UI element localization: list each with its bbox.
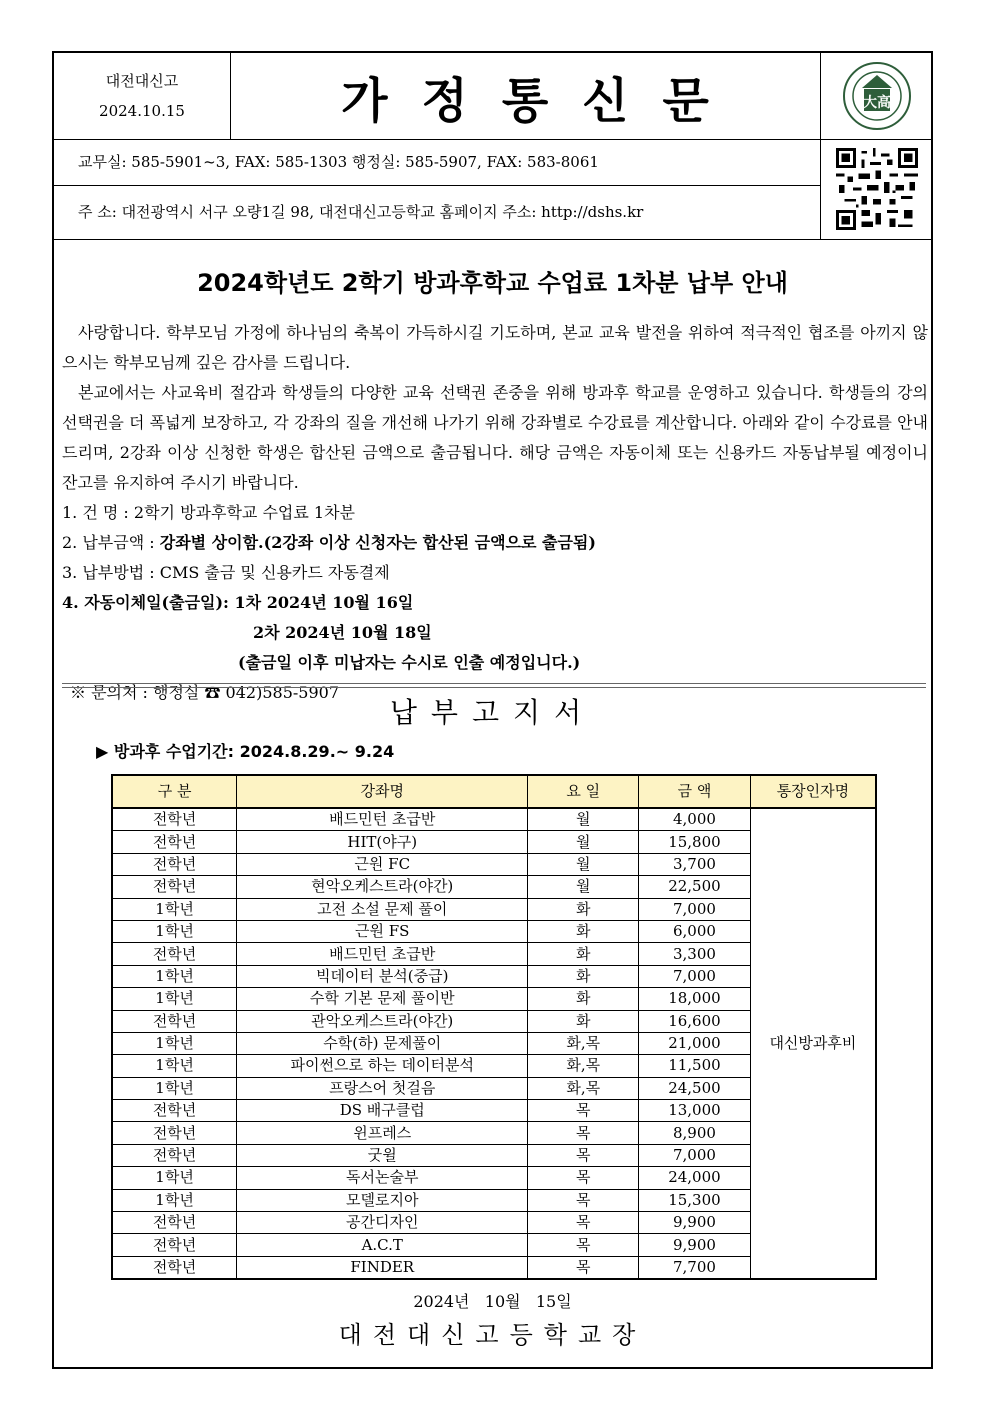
cell-day: 목 — [528, 1212, 639, 1234]
cell-course: 공간디자인 — [237, 1212, 528, 1234]
cell-day: 월 — [528, 876, 639, 898]
col-account-name: 통장인자명 — [750, 775, 876, 808]
cell-amount: 7,000 — [639, 1144, 751, 1166]
cell-grade: 전학년 — [112, 1144, 237, 1166]
cell-day: 월 — [528, 853, 639, 875]
cell-day: 화,목 — [528, 1055, 639, 1077]
item-amount-label: 2. 납부금액 : — [62, 533, 155, 552]
cell-grade: 전학년 — [112, 1122, 237, 1144]
cell-course: 고전 소설 문제 풀이 — [237, 898, 528, 920]
item-subject-value: 2학기 방과후학교 수업료 1차분 — [133, 503, 356, 522]
cell-amount: 15,800 — [639, 831, 751, 853]
cell-grade: 1학년 — [112, 988, 237, 1010]
cell-course: 배드민턴 초급반 — [237, 808, 528, 831]
fee-table — [111, 774, 877, 1280]
cell-account-name: 대신방과후비 — [750, 808, 876, 1279]
col-grade: 구 분 — [112, 775, 237, 808]
intro-paragraph: 본교에서는 사교육비 절감과 학생들의 다양한 교육 선택권 존중을 위해 방과후 학교를 운영하고 있습니다. 학생들의 강의 선택권을 더 폭넓게 보장하고, 각 강좌의 질을 개선해 나가기 위해 강좌별로 수강료를 계산합니다. 아래와 같이 수강료를 안내드리며, 2강좌 이상 신청한 학생은 합산된 금액으로 출금됩니다. 해당 금액은 자동이체 또는 신용카드 자동납부될 예정이니 잔고를 유지하여 주시기 바랍니다. — [62, 383, 928, 492]
cell-amount: 9,900 — [639, 1212, 751, 1234]
cell-course: 수학 기본 문제 풀이반 — [237, 988, 528, 1010]
item-debit-first: 1차 2024년 10월 16일 — [234, 593, 414, 612]
fee-table-header — [112, 775, 876, 808]
item-method-label: 3. 납부방법 : — [62, 563, 155, 582]
cell-day: 목 — [528, 1144, 639, 1166]
greeting-paragraph: 사랑합니다. 학부모님 가정에 하나님의 축복이 가득하시길 기도하며, 본교 교육 발전을 위하여 적극적인 협조를 아끼지 않으시는 학부모님께 깊은 감사를 드립니다. — [62, 323, 928, 372]
item-debit-note: (출금일 이후 미납자는 수시로 인출 예정입니다.) — [238, 653, 581, 672]
document-frame — [52, 51, 933, 1369]
cell-day: 화 — [528, 943, 639, 965]
cell-course: 파이썬으로 하는 데이터분석 — [237, 1055, 528, 1077]
cell-amount: 16,600 — [639, 1010, 751, 1032]
cell-day: 화 — [528, 965, 639, 987]
emblem-text: 大高 — [862, 95, 891, 111]
cell-course: 근원 FC — [237, 853, 528, 875]
cell-amount: 3,300 — [639, 943, 751, 965]
cell-amount: 13,000 — [639, 1100, 751, 1122]
cell-amount: 6,000 — [639, 920, 751, 942]
letter-body — [62, 318, 928, 708]
cell-amount: 4,000 — [639, 808, 751, 831]
cell-day: 화 — [528, 898, 639, 920]
double-divider-top — [62, 683, 926, 684]
cell-grade: 전학년 — [112, 1234, 237, 1256]
cell-course: 모델로지아 — [237, 1189, 528, 1211]
cell-course: 독서논술부 — [237, 1167, 528, 1189]
payment-notice-title: 납부고지서 — [389, 696, 596, 729]
cell-amount: 18,000 — [639, 988, 751, 1010]
item-debit-date — [62, 588, 928, 618]
col-amount: 금 액 — [639, 775, 751, 808]
page-title: 가정통신문 — [341, 72, 743, 129]
item-method-value: CMS 출금 및 신용카드 자동결제 — [159, 563, 390, 582]
cell-amount: 24,500 — [639, 1077, 751, 1099]
cell-course: HIT(야구) — [237, 831, 528, 853]
cell-day: 목 — [528, 1234, 639, 1256]
double-divider-bottom — [62, 687, 926, 688]
cell-course: 빅데이터 분석(중급) — [237, 965, 528, 987]
cell-day: 화 — [528, 1010, 639, 1032]
cell-grade: 전학년 — [112, 831, 237, 853]
cell-day: 월 — [528, 808, 639, 831]
cell-grade: 1학년 — [112, 1167, 237, 1189]
cell-day: 목 — [528, 1167, 639, 1189]
item-debit-second: 2차 2024년 10월 18일 — [253, 623, 432, 642]
footer-signer: 대전대신고등학교장 — [338, 1321, 647, 1349]
school-emblem-icon — [842, 61, 912, 131]
cell-course: 근원 FS — [237, 920, 528, 942]
cell-amount: 9,900 — [639, 1234, 751, 1256]
item-subject-label: 1. 건 명 : — [62, 503, 129, 522]
cell-course: 관악오케스트라(야간) — [237, 1010, 528, 1032]
cell-grade: 1학년 — [112, 1077, 237, 1099]
qr-code-icon — [836, 148, 918, 230]
cell-grade: 1학년 — [112, 898, 237, 920]
issue-date: 2024.10.15 — [99, 102, 185, 120]
cell-grade: 전학년 — [112, 943, 237, 965]
cell-day: 목 — [528, 1189, 639, 1211]
cell-amount: 15,300 — [639, 1189, 751, 1211]
cell-amount: 7,000 — [639, 898, 751, 920]
footer-date: 2024년 10월 15일 — [413, 1292, 572, 1311]
col-day: 요 일 — [528, 775, 639, 808]
cell-day: 목 — [528, 1122, 639, 1144]
cell-grade: 전학년 — [112, 1212, 237, 1234]
cell-grade: 전학년 — [112, 853, 237, 875]
cell-amount: 21,000 — [639, 1032, 751, 1054]
cell-grade: 1학년 — [112, 965, 237, 987]
cell-grade: 전학년 — [112, 876, 237, 898]
cell-day: 목 — [528, 1256, 639, 1279]
item-subject — [62, 498, 928, 528]
cell-day: 월 — [528, 831, 639, 853]
item-method — [62, 558, 928, 588]
cell-day: 화,목 — [528, 1077, 639, 1099]
cell-course: DS 배구클럽 — [237, 1100, 528, 1122]
cell-amount: 3,700 — [639, 853, 751, 875]
cell-course: 프랑스어 첫걸음 — [237, 1077, 528, 1099]
school-logo — [820, 53, 932, 139]
cell-day: 화,목 — [528, 1032, 639, 1054]
cell-day: 목 — [528, 1100, 639, 1122]
fee-table-body — [112, 808, 876, 1279]
cell-course: 수학(하) 문제풀이 — [237, 1032, 528, 1054]
cell-grade: 1학년 — [112, 1055, 237, 1077]
school-short: 대전대신고 — [105, 72, 179, 90]
notice-headline: 2024학년도 2학기 방과후학교 수업료 1차분 납부 안내 — [197, 269, 788, 297]
item-amount-value: 강좌별 상이함.(2강좌 이상 신청자는 합산된 금액으로 출금됨) — [159, 533, 596, 552]
cell-amount: 24,000 — [639, 1167, 751, 1189]
cell-grade: 1학년 — [112, 1189, 237, 1211]
cell-grade: 1학년 — [112, 920, 237, 942]
address-line: 주 소: 대전광역시 서구 오량1길 98, 대전대신고등학교 홈페이지 주소: http://dshs.kr — [78, 203, 644, 221]
cell-amount: 7,000 — [639, 965, 751, 987]
contact-line: 교무실: 585-5901~3, FAX: 585-1303 행정실: 585-5907, FAX: 583-8061 — [54, 139, 820, 186]
cell-day: 화 — [528, 988, 639, 1010]
cell-amount: 7,700 — [639, 1256, 751, 1279]
class-period: ▶ 방과후 수업기간: 2024.8.29.~ 9.24 — [96, 742, 395, 761]
cell-course: A.C.T — [237, 1234, 528, 1256]
cell-day: 화 — [528, 920, 639, 942]
cell-course: 배드민턴 초급반 — [237, 943, 528, 965]
qr-code[interactable] — [820, 139, 932, 239]
cell-grade: 전학년 — [112, 1100, 237, 1122]
header-left — [54, 53, 231, 139]
cell-amount: 11,500 — [639, 1055, 751, 1077]
cell-grade: 전학년 — [112, 1256, 237, 1279]
inquiry-line: ※ 문의처 : 행정실 ☎ 042)585-5907 — [70, 683, 340, 702]
cell-course: 굿윌 — [237, 1144, 528, 1166]
header-divider — [54, 239, 931, 240]
table-row — [112, 808, 876, 831]
cell-amount: 22,500 — [639, 876, 751, 898]
cell-course: 현악오케스트라(야간) — [237, 876, 528, 898]
item-debit-date-label: 4. 자동이체일(출금일): — [62, 593, 229, 612]
cell-course: 윈프레스 — [237, 1122, 528, 1144]
cell-grade: 1학년 — [112, 1032, 237, 1054]
item-amount — [62, 528, 928, 558]
header — [54, 53, 931, 140]
cell-grade: 전학년 — [112, 808, 237, 831]
cell-course: FINDER — [237, 1256, 528, 1279]
col-course: 강좌명 — [237, 775, 528, 808]
cell-grade: 전학년 — [112, 1010, 237, 1032]
cell-amount: 8,900 — [639, 1122, 751, 1144]
